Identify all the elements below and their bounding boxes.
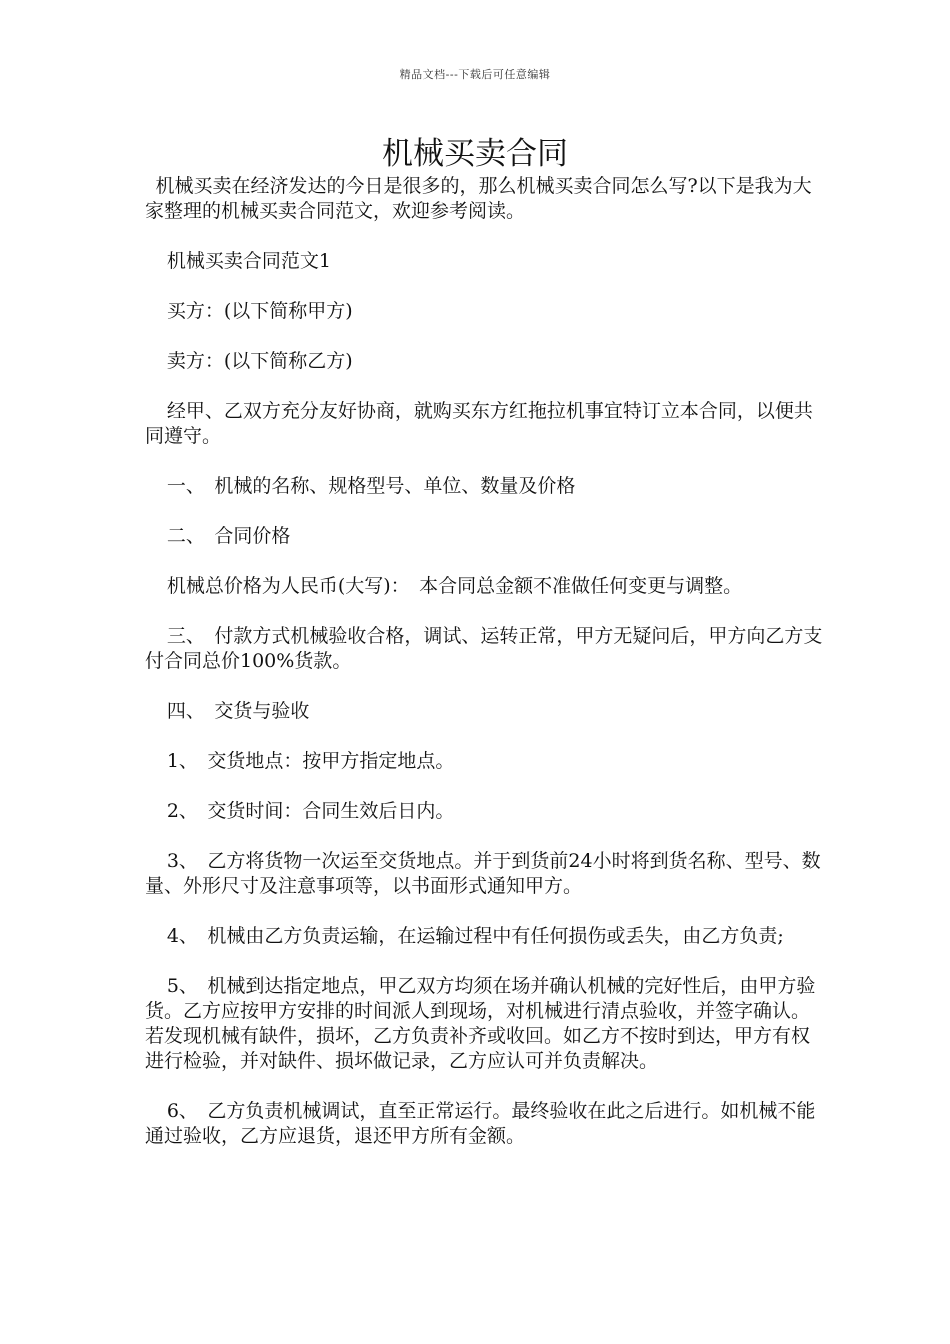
delivery-item-4: 4、 机械由乙方负责运输，在运输过程中有任何损伤或丢失，由乙方负责;	[166, 925, 784, 947]
delivery-item-1: 1、 交货地点：按甲方指定地点。	[166, 750, 455, 772]
seller-line: 卖方：(以下简称乙方)	[166, 350, 353, 372]
section-heading: 机械买卖合同范文1	[166, 250, 331, 272]
document-body	[145, 174, 825, 1174]
clause-3: 三、 付款方式机械验收合格，调试、运转正常，甲方无疑问后，甲方向乙方支付合同总价100%货款。	[145, 625, 823, 672]
document-title: 机械买卖合同	[382, 136, 568, 172]
price-paragraph: 机械总价格为人民币(大写)： 本合同总金额不准做任何变更与调整。	[166, 575, 743, 597]
delivery-item-2: 2、 交货时间：合同生效后日内。	[166, 800, 455, 822]
delivery-item-3: 3、 乙方将货物一次运至交货地点。并于到货前24小时将到货名称、型号、数量、外形尺寸及注意事项等，以书面形式通知甲方。	[145, 850, 821, 897]
clause-2: 二、 合同价格	[166, 525, 291, 547]
delivery-item-6: 6、 乙方负责机械调试，直至正常运行。最终验收在此之后进行。如机械不能通过验收，乙方应退货，退还甲方所有金额。	[145, 1100, 816, 1147]
preamble-paragraph: 经甲、乙双方充分友好协商，就购买东方红拖拉机事宜特订立本合同，以便共同遵守。	[145, 400, 813, 447]
intro-paragraph: 机械买卖在经济发达的今日是很多的，那么机械买卖合同怎么写?以下是我为大家整理的机械买卖合同范文，欢迎参考阅读。	[145, 175, 812, 222]
delivery-item-5: 5、 机械到达指定地点，甲乙双方均须在场并确认机械的完好性后，由甲方验货。乙方应按甲方安排的时间派人到现场，对机械进行清点验收，并签字确认。若发现机械有缺件，损坏，乙方负责补齐或收回。如乙方不按时到达，甲方有权进行检验，并对缺件、损坏做记录，乙方应认可并负责解决。	[145, 975, 816, 1072]
clause-1: 一、 机械的名称、规格型号、单位、数量及价格	[166, 475, 576, 497]
buyer-line: 买方：(以下简称甲方)	[166, 300, 353, 322]
header-note: 精品文档---下载后可任意编辑	[399, 68, 551, 81]
clause-4: 四、 交货与验收	[166, 700, 310, 722]
